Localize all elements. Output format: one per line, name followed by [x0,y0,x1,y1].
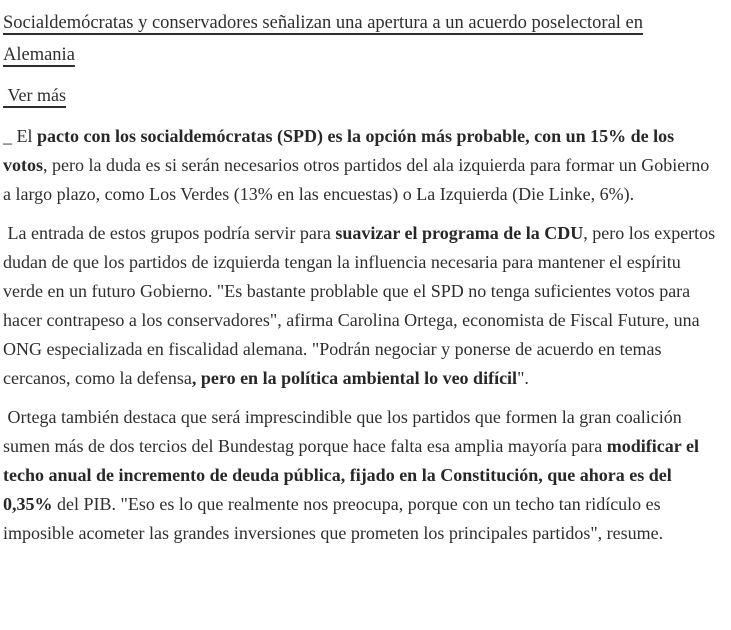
text-run: , pero la duda es si serán necesarios otros partidos del ala izquierda para formar un Gobierno a largo plazo, como Los Verdes (13% en las encuestas) o La Izquierda (Die Linke, 6%). [3,155,714,204]
paragraph-ortega-bundestag [3,403,718,548]
text-run: ". [517,368,529,388]
paragraph-entrada-grupos [3,219,718,393]
text-run: La entrada de estos grupos podría servir para [3,223,336,243]
bold-text-run: modificar el techo anual de incremento de deuda pública, fijado en la Constitución, que ahora es del 0,35% [3,436,704,514]
bold-text-run: , pero en la política ambiental lo veo difícil [191,368,518,388]
headline-link[interactable]: Socialdemócratas y conservadores señalizan una apertura a un acuerdo poselectoral en Alemania [3,13,644,65]
text-run: _ El [3,126,37,146]
ver-mas [3,81,718,110]
ver-mas-link[interactable]: Ver más [3,85,66,105]
text-run: del PIB. "Eso es lo que realmente nos preocupa, porque con un techo tan ridículo es imposible acometer las grandes inversiones que prometen los principales partidos", resume. [3,494,666,543]
article-headline [3,7,718,71]
bold-text-run: suavizar el programa de la CDU [335,223,584,243]
bold-text-run: pacto con los socialdemócratas (SPD) es la opción más probable, con un 15% de los votos [3,126,679,175]
paragraph-pacto-spd [3,122,718,209]
text-run: Ortega también destaca que será imprescindible que los partidos que formen la gran coalición sumen más de dos tercios del Bundestag porque hace falta esa amplia mayoría para [3,407,687,456]
text-run: , pero los expertos dudan de que los partidos de izquierda tengan la influencia necesaria para mantener el espíritu verde en un futuro Gobierno. "Es bastante problable que el SPD no tenga suficientes votos para hacer contrapeso a los conservadores", afirma Carolina Ortega, economista de Fiscal Future, una ONG especializada en fiscalidad alemana. "Podrán negociar y ponerse de acuerdo en temas cercanos, como la defensa [3,223,720,388]
